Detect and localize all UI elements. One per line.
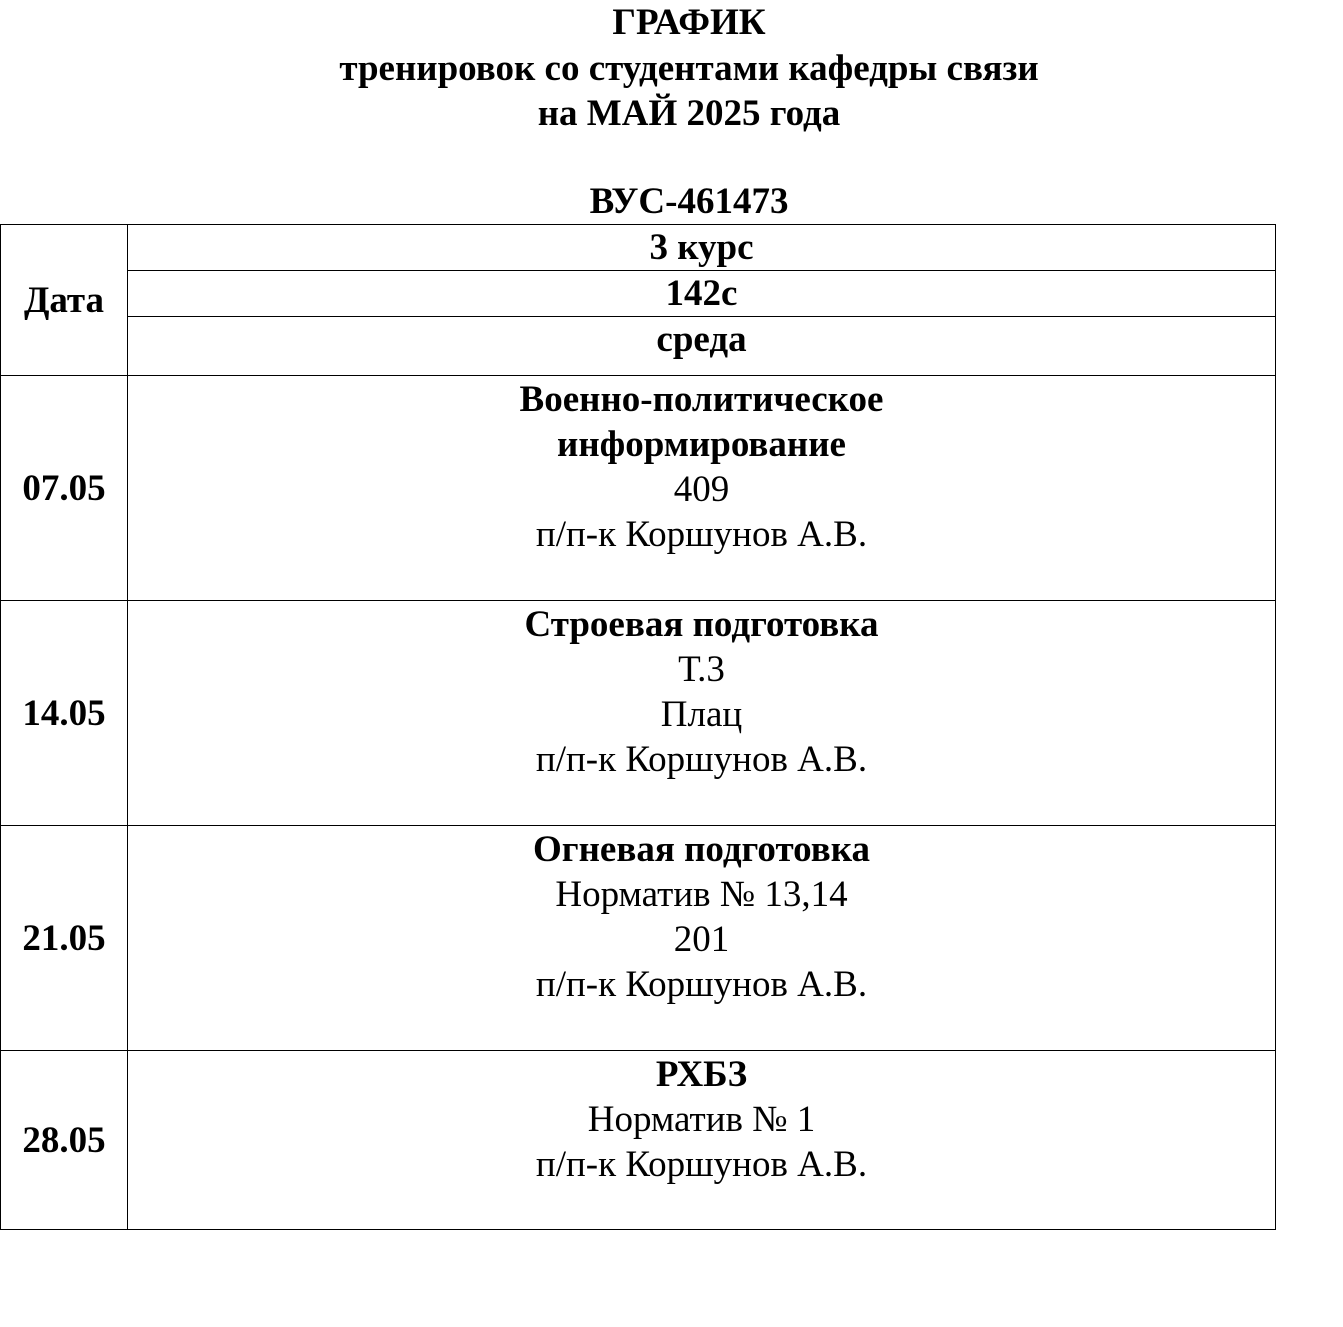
course-header: 3 курс <box>128 225 1276 271</box>
schedule-row <box>1 826 1276 1051</box>
vus-code: ВУС-461473 <box>589 181 789 222</box>
row-content <box>128 601 1276 826</box>
subject-line: информирование <box>557 424 846 465</box>
subject-line: РХБЗ <box>655 1054 748 1095</box>
group-header: 142с <box>128 271 1276 317</box>
standard: Норматив № 13,14 <box>555 874 848 915</box>
row-content <box>128 376 1276 601</box>
row-date: 21.05 <box>1 826 128 1051</box>
document-period: на МАЙ 2025 года <box>537 93 841 134</box>
subject-line: Огневая подготовка <box>533 829 870 870</box>
row-date: 07.05 <box>1 376 128 601</box>
schedule-row <box>1 376 1276 601</box>
schedule-row <box>1 1051 1276 1230</box>
schedule-row <box>1 601 1276 826</box>
instructor: п/п-к Коршунов А.В. <box>535 514 868 555</box>
instructor: п/п-к Коршунов А.В. <box>535 964 868 1005</box>
row-date: 14.05 <box>1 601 128 826</box>
room-number: 201 <box>673 919 730 960</box>
schedule-table <box>0 224 1276 1230</box>
standard: Норматив № 1 <box>587 1099 816 1140</box>
header-row-course <box>1 225 1276 271</box>
subject-line: Военно-политическое <box>519 379 884 420</box>
instructor: п/п-к Коршунов А.В. <box>535 739 868 780</box>
document-subtitle: тренировок со студентами кафедры связи <box>339 48 1039 89</box>
document-title: ГРАФИК <box>612 2 766 43</box>
date-column-header: Дата <box>1 225 128 376</box>
header-row-weekday <box>1 317 1276 376</box>
weekday-header: среда <box>128 317 1276 376</box>
location: Плац <box>660 694 743 735</box>
header-row-group <box>1 271 1276 317</box>
row-content <box>128 1051 1276 1230</box>
row-date: 28.05 <box>1 1051 128 1230</box>
subject-line: Строевая подготовка <box>524 604 879 645</box>
room-number: 409 <box>673 469 730 510</box>
row-content <box>128 826 1276 1051</box>
topic: Т.3 <box>678 649 725 690</box>
instructor: п/п-к Коршунов А.В. <box>535 1144 868 1185</box>
